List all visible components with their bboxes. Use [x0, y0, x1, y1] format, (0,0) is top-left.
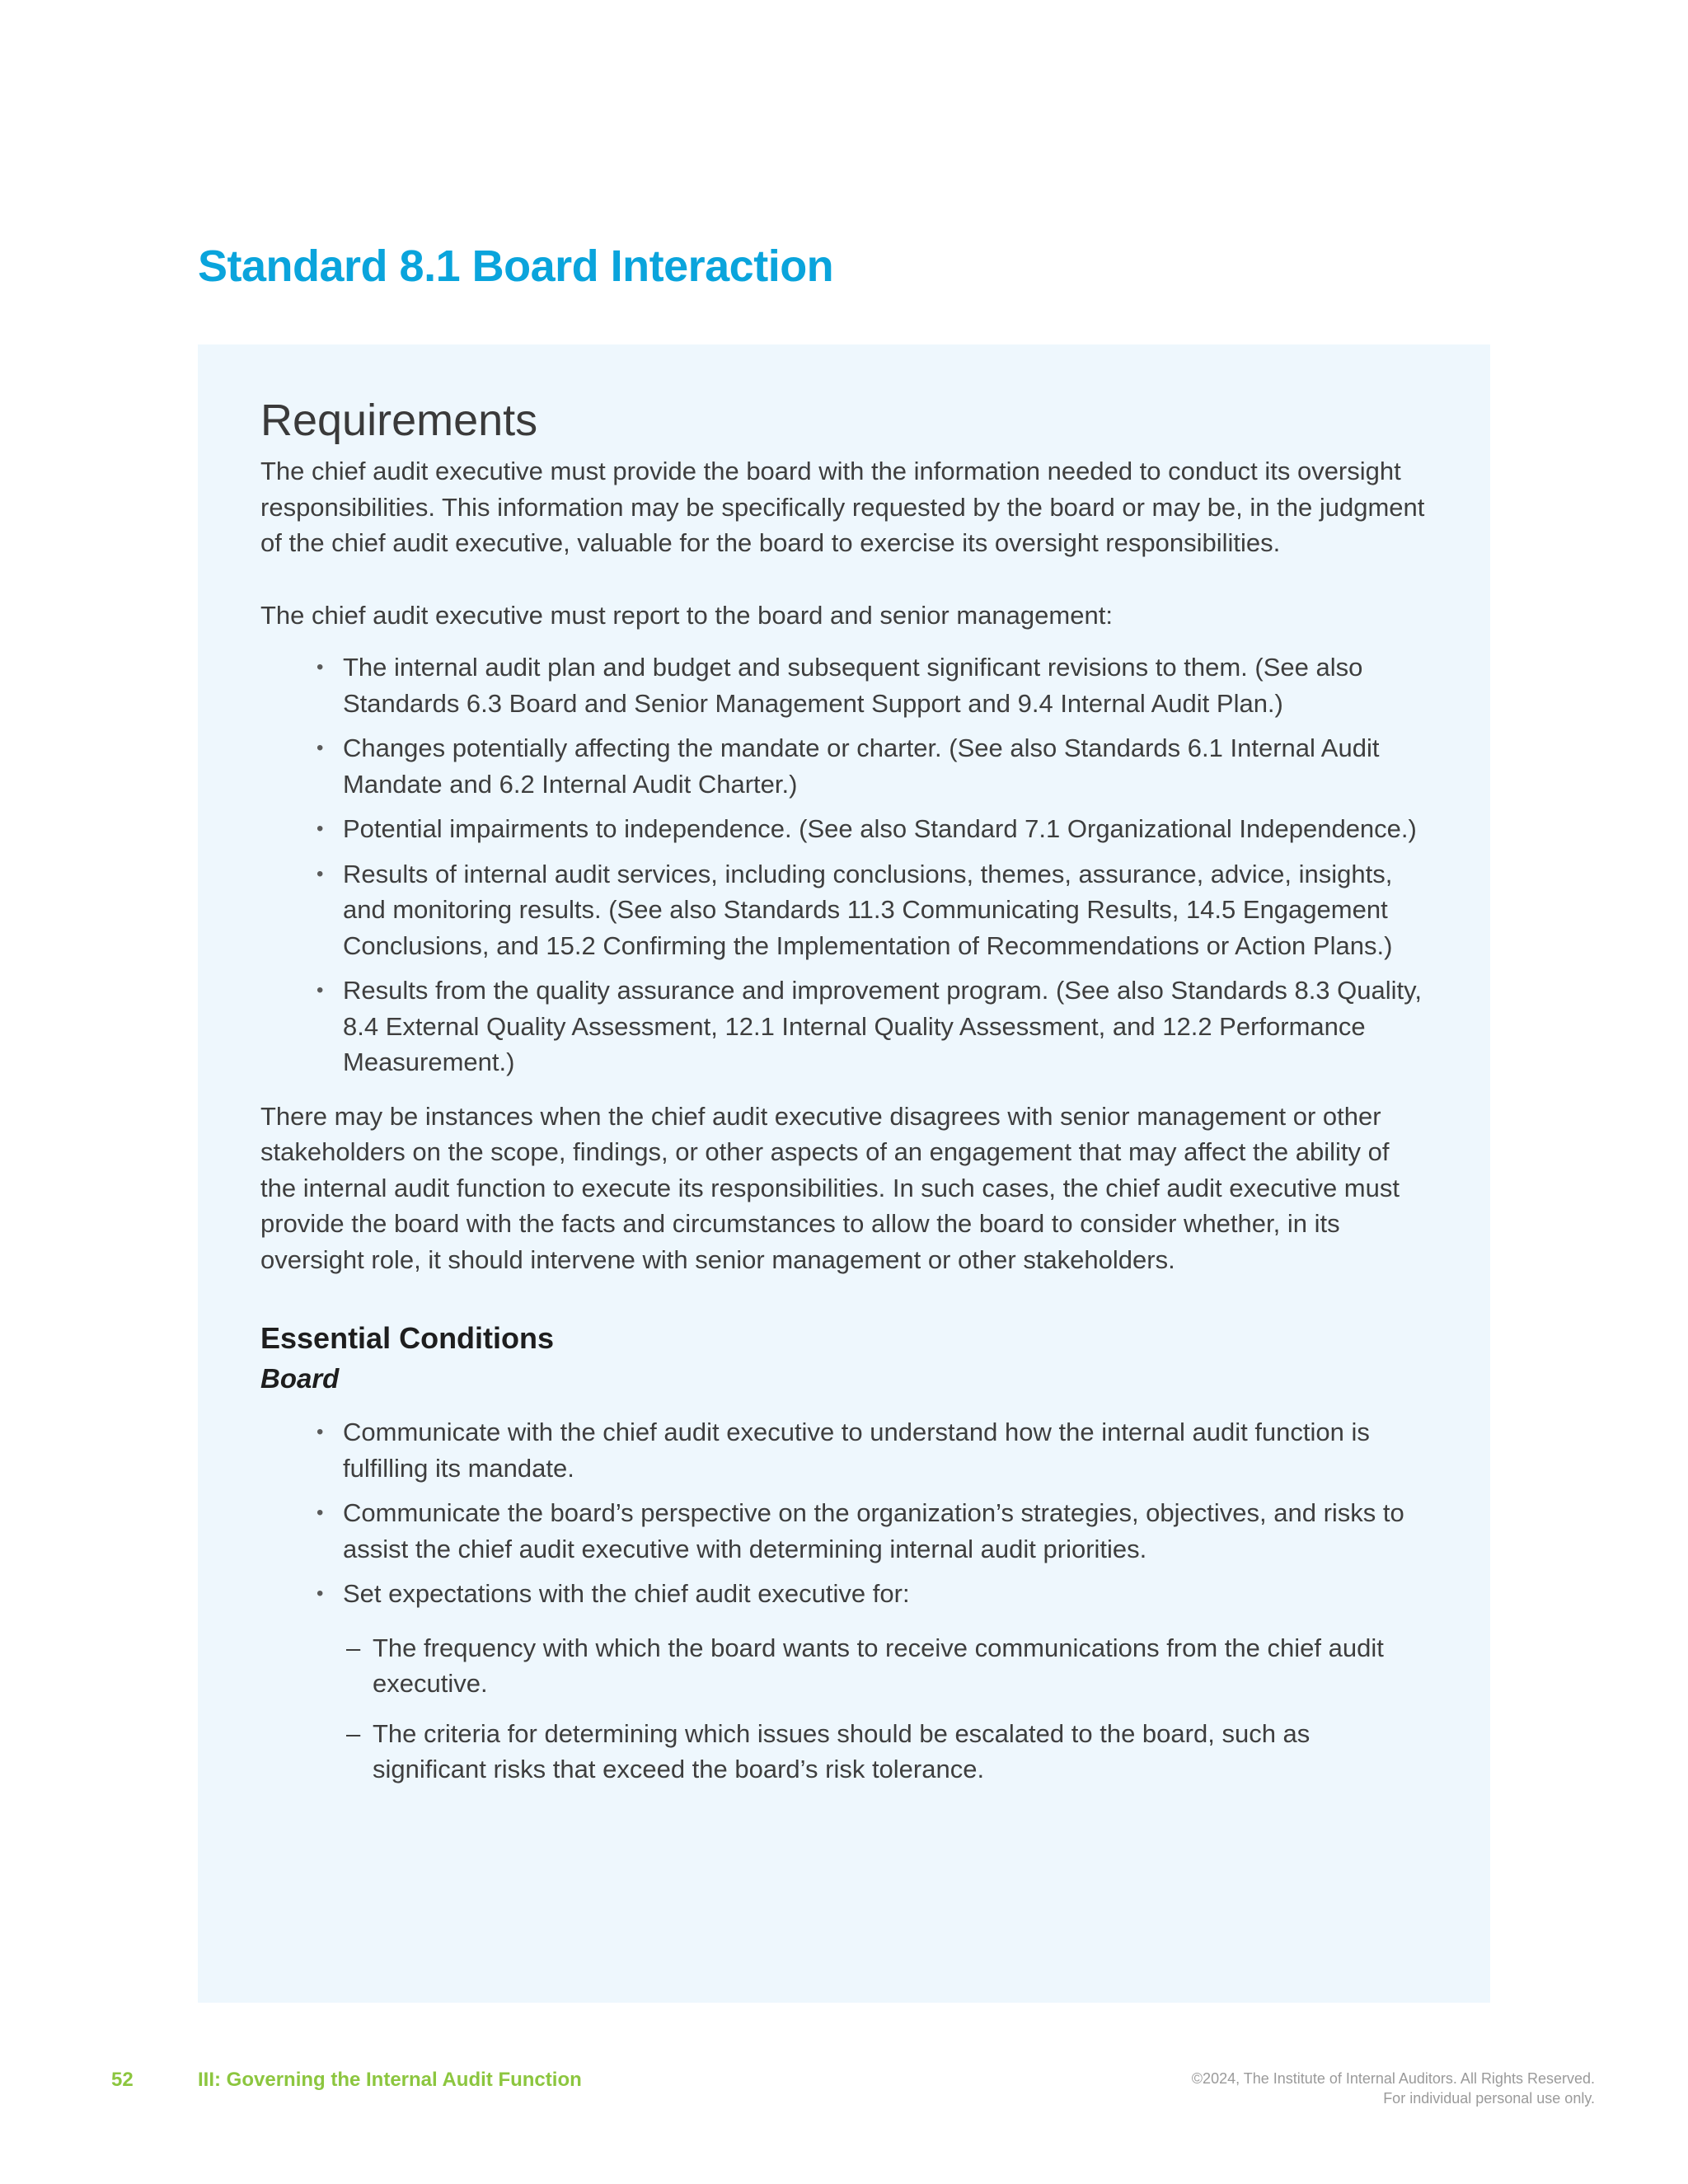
list-item-text: Changes potentially affecting the mandate or charter. (See also Standards 6.1 Internal Audit Mandate and 6.2 Internal Audit Charter.) — [343, 733, 1380, 799]
list-item-text: Communicate with the chief audit executive to understand how the internal audit function is fulfilling its mandate. — [343, 1418, 1370, 1483]
requirements-heading: Requirements — [260, 396, 538, 445]
list-item — [316, 1414, 1428, 1486]
requirements-paragraph-3: There may be instances when the chief audit executive disagrees with senior management or other stakeholders on the scope, findings, or other aspects of an engagement that may affect the ability of the internal audit function to execute its responsibilities. In such cases, the chief audit executive must provide the board with the facts and circumstances to allow the board to consider whether, in its oversight role, it should intervene with senior management or other stakeholders. — [260, 1101, 1400, 1274]
list-item-text: Set expectations with the chief audit executive for: — [343, 1579, 910, 1608]
footer-section-title: III: Governing the Internal Audit Function — [198, 2069, 582, 2091]
list-item — [316, 856, 1428, 964]
requirements-paragraph-1: The chief audit executive must provide the board with the information needed to conduct its oversight responsibilities. This information may be specifically requested by the board or may be, in the judgment of the chief audit executive, valuable for the board to exercise its oversight responsibilities. — [260, 457, 1425, 557]
requirements-paragraph-2: The chief audit executive must report to the board and senior management: — [260, 600, 1113, 630]
list-item — [316, 972, 1428, 1080]
bullet-icon: • — [316, 737, 324, 759]
list-item-text: The internal audit plan and budget and subsequent significant revisions to them. (See also Standards 6.3 Board and Senior Management Support and 9.4 Internal Audit Plan.) — [343, 653, 1363, 718]
board-subheading: Board — [260, 1363, 340, 1394]
report-items-list — [260, 649, 1428, 1080]
list-item — [316, 1576, 1428, 1612]
bullet-icon: • — [316, 818, 324, 840]
list-item — [316, 1495, 1428, 1567]
list-item — [316, 730, 1428, 802]
sub-list-item-text: The frequency with which the board wants to receive communications from the chief audit executive. — [373, 1633, 1384, 1698]
bullet-icon: • — [316, 862, 324, 885]
dash-icon: – — [346, 1718, 361, 1748]
bullet-icon: • — [316, 1502, 324, 1524]
footer-copyright — [1192, 2069, 1595, 2108]
list-item-text: Communicate the board’s perspective on the organization’s strategies, objectives, and risks to assist the chief audit executive with determining internal audit priorities. — [343, 1498, 1404, 1563]
bullet-icon: • — [316, 656, 324, 678]
bullet-icon: • — [316, 979, 324, 1001]
list-item-text: Potential impairments to independence. (See also Standard 7.1 Organizational Independence.) — [343, 814, 1417, 843]
sub-list-item-text: The criteria for determining which issues should be escalated to the board, such as significant risks that exceed the board’s risk tolerance. — [373, 1718, 1311, 1783]
board-conditions-list — [260, 1414, 1428, 1612]
essential-conditions-heading: Essential Conditions — [260, 1321, 555, 1355]
page-number: 52 — [111, 2069, 134, 2091]
sub-list-item — [346, 1716, 1428, 1788]
usage-text: For individual personal use only. — [1383, 2090, 1595, 2107]
bullet-icon: • — [316, 1421, 324, 1443]
sub-list-item — [346, 1630, 1428, 1702]
bullet-icon: • — [316, 1582, 324, 1605]
expectations-sublist — [260, 1630, 1428, 1788]
page-title: Standard 8.1 Board Interaction — [198, 241, 834, 291]
list-item — [316, 811, 1428, 847]
requirements-panel — [198, 344, 1490, 2003]
dash-icon: – — [346, 1633, 361, 1662]
list-item-text: Results of internal audit services, including conclusions, themes, assurance, advice, insights, and monitoring results. (See also Standards 11.3 Communicating Results, 14.5 Engagement Conclusions, and 15.2 Confirming the Implementation of Recommendations or Action Plans.) — [343, 859, 1393, 960]
list-item-text: Results from the quality assurance and improvement program. (See also Standards 8.3 Quality, 8.4 External Quality Assessment, 12.1 Internal Quality Assessment, and 12.2 Performance Measurement.) — [343, 976, 1422, 1076]
list-item — [316, 649, 1428, 721]
copyright-text: ©2024, The Institute of Internal Auditors. All Rights Reserved. — [1191, 2070, 1595, 2087]
